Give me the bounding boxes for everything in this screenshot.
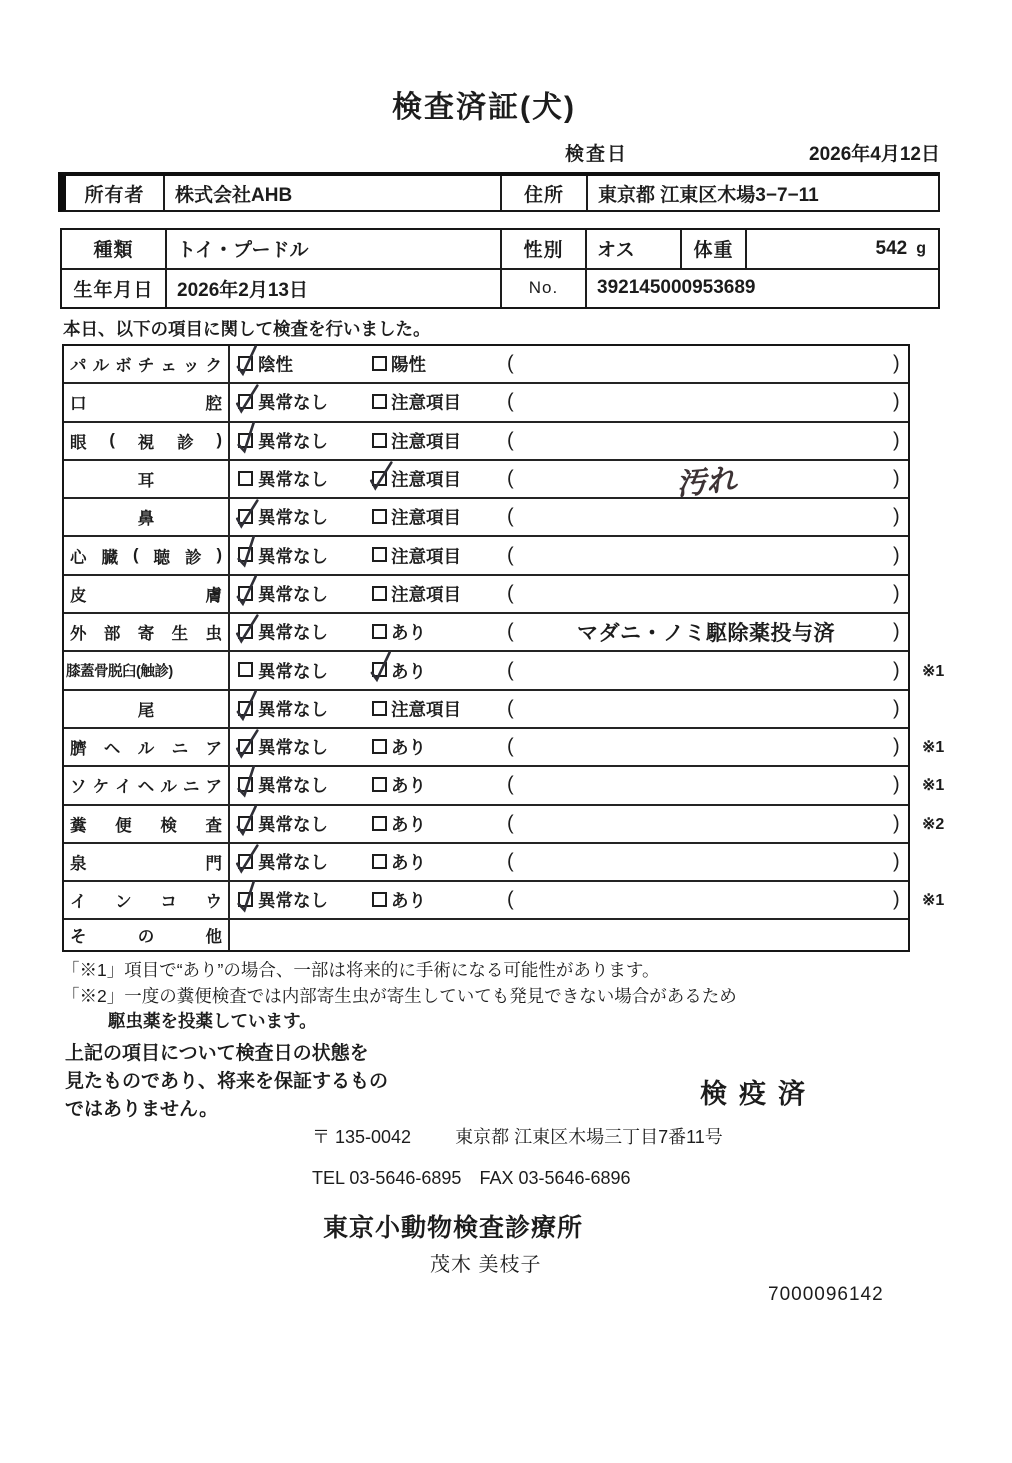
option-2-label: 注意項目 bbox=[391, 546, 461, 567]
checkbox-option-1 bbox=[238, 854, 253, 869]
clinic-street-address: 東京都 江東区木場三丁目7番11号 bbox=[455, 1127, 723, 1147]
option-1-label: 異常なし bbox=[258, 546, 328, 567]
checkbox-option-1 bbox=[238, 471, 253, 486]
reference-marker: ※1 bbox=[922, 892, 945, 910]
option-2-label: あり bbox=[391, 890, 426, 911]
address-value: 東京都 江東区木場3−7−11 bbox=[598, 184, 819, 206]
option-1-label: 異常なし bbox=[258, 584, 328, 605]
open-paren: ( bbox=[507, 697, 514, 720]
open-paren: ( bbox=[507, 390, 514, 413]
open-paren: ( bbox=[507, 812, 514, 835]
address-label: 住所 bbox=[502, 176, 588, 210]
page-title: 検査済証(犬) bbox=[392, 91, 576, 124]
checkbox-option-1 bbox=[238, 586, 253, 601]
checklist-row bbox=[64, 767, 945, 805]
row-content bbox=[230, 461, 908, 503]
row-label: パ ル ボ チ ェ ッ ク bbox=[64, 346, 230, 382]
checkbox-option-2 bbox=[372, 433, 387, 448]
row-content bbox=[230, 806, 908, 842]
close-paren: ) bbox=[893, 582, 900, 605]
option-2-label: 注意項目 bbox=[391, 469, 461, 490]
option-1-label: 異常なし bbox=[258, 814, 328, 835]
checkbox-option-1 bbox=[238, 433, 253, 448]
open-paren: ( bbox=[507, 505, 514, 528]
weight-label: 体重 bbox=[682, 230, 747, 268]
clinic-name: 東京小動物検査診療所 bbox=[323, 1214, 584, 1242]
info-row-1 bbox=[62, 230, 938, 270]
row-label: 眼 ( 視 診 ) bbox=[64, 423, 230, 459]
checkbox-option-1 bbox=[238, 739, 253, 754]
row-content bbox=[230, 691, 908, 727]
row-label: 糞 便 検 査 bbox=[64, 806, 230, 842]
no-label: No. bbox=[502, 270, 587, 308]
row-label: 尾 bbox=[64, 691, 230, 727]
info-table bbox=[60, 228, 940, 309]
checkbox-option-2 bbox=[372, 624, 387, 639]
close-paren: ) bbox=[893, 697, 900, 720]
note-2: 「※2」一度の糞便検査では内部寄生虫が寄生していても発見できない場合があるため bbox=[62, 986, 737, 1006]
checklist-row bbox=[64, 537, 908, 575]
checkbox-option-2 bbox=[372, 701, 387, 716]
checkbox-option-1 bbox=[238, 701, 253, 716]
row-label: 膝蓋骨脱臼(触診) bbox=[64, 652, 230, 688]
close-paren: ) bbox=[893, 735, 900, 758]
option-2-label: あり bbox=[391, 622, 426, 643]
open-paren: ( bbox=[507, 850, 514, 873]
checkbox-option-2 bbox=[372, 509, 387, 524]
weight-value: 542 bbox=[875, 237, 908, 259]
reference-marker: ※1 bbox=[922, 777, 945, 795]
checkbox-option-2 bbox=[372, 739, 387, 754]
option-2-label: あり bbox=[391, 661, 426, 682]
close-paren: ) bbox=[893, 773, 900, 796]
checkbox-option-1 bbox=[238, 356, 253, 371]
option-1-label: 異常なし bbox=[258, 775, 328, 796]
note-1: 「※1」項目で“あり”の場合、一部は将来的に手術になる可能性があります。 bbox=[62, 960, 660, 980]
open-paren: ( bbox=[507, 467, 514, 490]
row-label: 心 臓 ( 聴 診 ) bbox=[64, 537, 230, 573]
checklist-row bbox=[64, 461, 908, 503]
row-content bbox=[230, 499, 908, 535]
checkbox-option-2 bbox=[372, 356, 387, 371]
owner-table bbox=[58, 172, 940, 212]
open-paren: ( bbox=[507, 620, 514, 643]
checkbox-option-2 bbox=[372, 854, 387, 869]
breed-label: 種類 bbox=[62, 230, 167, 268]
option-1-label: 異常なし bbox=[258, 469, 328, 490]
option-2-label: 注意項目 bbox=[391, 507, 461, 528]
checklist-row bbox=[64, 920, 908, 950]
row-content bbox=[230, 346, 908, 382]
quarantine-stamp: 検疫済 bbox=[700, 1079, 817, 1109]
no-value: 392145000953689 bbox=[597, 277, 756, 299]
row-label: 臍 ヘ ル ニ ア bbox=[64, 729, 230, 765]
option-1-label: 異常なし bbox=[258, 890, 328, 911]
checkbox-option-2 bbox=[372, 662, 387, 677]
clinic-phone-line bbox=[312, 1168, 631, 1189]
open-paren: ( bbox=[507, 735, 514, 758]
row-content bbox=[230, 384, 908, 420]
option-1-label: 異常なし bbox=[258, 392, 328, 413]
row-label: 鼻 bbox=[64, 499, 230, 535]
option-1-label: 異常なし bbox=[258, 431, 328, 452]
checklist-row bbox=[64, 882, 945, 920]
option-2-label: 陽性 bbox=[391, 354, 426, 375]
checkbox-option-1 bbox=[238, 892, 253, 907]
clinic-tel: TEL 03-5646-6895 bbox=[312, 1168, 462, 1188]
checklist-row bbox=[64, 729, 945, 767]
row-content bbox=[230, 767, 908, 803]
inspection-date-value: 2026年4月12日 bbox=[809, 144, 940, 165]
row-label: ソ ケ イ ヘ ル ニ ア bbox=[64, 767, 230, 803]
checklist-row bbox=[64, 499, 908, 537]
checklist-row bbox=[64, 614, 908, 652]
breed-value: トイ・プードル bbox=[167, 230, 502, 268]
checkbox-option-1 bbox=[238, 509, 253, 524]
checklist-row bbox=[64, 384, 908, 422]
clinic-address-line bbox=[312, 1123, 723, 1149]
close-paren: ) bbox=[893, 429, 900, 452]
open-paren: ( bbox=[507, 659, 514, 682]
close-paren: ) bbox=[893, 505, 900, 528]
clinic-fax: FAX 03-5646-6896 bbox=[479, 1168, 631, 1188]
reference-marker: ※1 bbox=[922, 662, 945, 680]
handwritten-note: 汚れ bbox=[674, 462, 738, 503]
checkbox-option-1 bbox=[238, 777, 253, 792]
checkbox-option-1 bbox=[238, 547, 253, 562]
row-content bbox=[230, 882, 908, 918]
checkmark-icon bbox=[233, 686, 262, 726]
intro-text: 本日、以下の項目に関して検査を行いました。 bbox=[63, 319, 431, 339]
option-2-label: あり bbox=[391, 814, 426, 835]
checkmark-icon bbox=[233, 763, 261, 802]
disclaimer-statement bbox=[65, 1040, 388, 1124]
reference-marker: ※2 bbox=[922, 815, 945, 833]
checklist-row bbox=[64, 691, 908, 729]
row-label: 外 部 寄 生 虫 bbox=[64, 614, 230, 650]
close-paren: ) bbox=[893, 544, 900, 567]
checklist-table bbox=[62, 344, 945, 952]
checkbox-option-2 bbox=[372, 892, 387, 907]
close-paren: ) bbox=[893, 888, 900, 911]
row-content bbox=[230, 537, 908, 573]
option-2-label: あり bbox=[391, 775, 426, 796]
checkbox-option-2 bbox=[372, 471, 387, 486]
close-paren: ) bbox=[893, 467, 900, 490]
option-1-label: 異常なし bbox=[258, 661, 328, 682]
checkmark-icon bbox=[233, 533, 261, 572]
option-2-label: あり bbox=[391, 737, 426, 758]
checkmark-icon bbox=[233, 571, 262, 611]
weight-value-cell bbox=[747, 230, 938, 268]
option-1-label: 陰性 bbox=[258, 354, 293, 375]
open-paren: ( bbox=[507, 773, 514, 796]
examiner-name: 茂木 美枝子 bbox=[430, 1254, 542, 1276]
row-label: 泉 門 bbox=[64, 844, 230, 880]
checkmark-icon bbox=[233, 341, 262, 381]
info-row-2 bbox=[62, 270, 938, 308]
postal-code: 〒 135-0042 bbox=[312, 1127, 412, 1147]
checklist-row bbox=[64, 346, 908, 384]
close-paren: ) bbox=[893, 390, 900, 413]
owner-label: 所有者 bbox=[66, 176, 165, 210]
checklist-row bbox=[64, 576, 908, 614]
checklist-row bbox=[64, 652, 945, 690]
checkmark-icon bbox=[233, 801, 262, 841]
weight-unit: g bbox=[916, 239, 926, 257]
row-label: イ ン コ ウ bbox=[64, 882, 230, 918]
open-paren: ( bbox=[507, 429, 514, 452]
checkbox-option-2 bbox=[372, 777, 387, 792]
option-1-label: 異常なし bbox=[258, 852, 328, 873]
option-2-label: あり bbox=[391, 852, 426, 873]
open-paren: ( bbox=[507, 544, 514, 567]
reference-marker: ※1 bbox=[922, 739, 945, 757]
close-paren: ) bbox=[893, 659, 900, 682]
row-content bbox=[230, 576, 908, 612]
open-paren: ( bbox=[507, 582, 514, 605]
option-2-label: 注意項目 bbox=[391, 584, 461, 605]
row-content bbox=[230, 729, 908, 765]
option-2-label: 注意項目 bbox=[391, 392, 461, 413]
row-label: 皮 膚 bbox=[64, 576, 230, 612]
birth-value: 2026年2月13日 bbox=[167, 270, 502, 308]
option-1-label: 異常なし bbox=[258, 622, 328, 643]
checkbox-option-1 bbox=[238, 816, 253, 831]
option-1-label: 異常なし bbox=[258, 699, 328, 720]
row-label: そ の 他 bbox=[64, 920, 230, 950]
row-label: 口 腔 bbox=[64, 384, 230, 420]
open-paren: ( bbox=[507, 888, 514, 911]
disclaimer-line-1: 上記の項目について検査日の状態を bbox=[65, 1043, 369, 1064]
note-2-continued: 駆虫薬を投薬しています。 bbox=[108, 1011, 317, 1031]
row-content bbox=[230, 614, 908, 650]
close-paren: ) bbox=[893, 812, 900, 835]
row-content bbox=[230, 920, 908, 950]
serial-number: 7000096142 bbox=[768, 1284, 884, 1305]
close-paren: ) bbox=[893, 850, 900, 873]
checkbox-option-2 bbox=[372, 586, 387, 601]
disclaimer-line-3: ではありません。 bbox=[65, 1099, 219, 1120]
paren-note: マダニ・ノミ駆除薬投与済 bbox=[577, 622, 835, 646]
checkbox-option-2 bbox=[372, 547, 387, 562]
inspection-date-label: 検査日 bbox=[565, 144, 629, 165]
checkbox-option-1 bbox=[238, 662, 253, 677]
option-2-label: 注意項目 bbox=[391, 431, 461, 452]
disclaimer-line-2: 見たものであり、将来を保証するもの bbox=[65, 1071, 389, 1092]
birth-label: 生年月日 bbox=[62, 270, 167, 308]
checkbox-option-2 bbox=[372, 816, 387, 831]
option-2-label: 注意項目 bbox=[391, 699, 461, 720]
close-paren: ) bbox=[893, 620, 900, 643]
close-paren: ) bbox=[893, 352, 900, 375]
sex-value: オス bbox=[587, 230, 682, 268]
open-paren: ( bbox=[507, 352, 514, 375]
checkbox-option-1 bbox=[238, 624, 253, 639]
checkmark-icon bbox=[233, 418, 261, 457]
checkbox-option-1 bbox=[238, 394, 253, 409]
option-1-label: 異常なし bbox=[258, 507, 328, 528]
row-content bbox=[230, 844, 908, 880]
option-1-label: 異常なし bbox=[258, 737, 328, 758]
checklist-row bbox=[64, 806, 945, 844]
row-content bbox=[230, 652, 908, 688]
checkbox-option-2 bbox=[372, 394, 387, 409]
sex-label: 性別 bbox=[502, 230, 587, 268]
row-label: 耳 bbox=[64, 461, 230, 497]
checklist-row bbox=[64, 844, 908, 882]
checkmark-icon bbox=[233, 878, 261, 917]
owner-value: 株式会社AHB bbox=[165, 176, 502, 210]
